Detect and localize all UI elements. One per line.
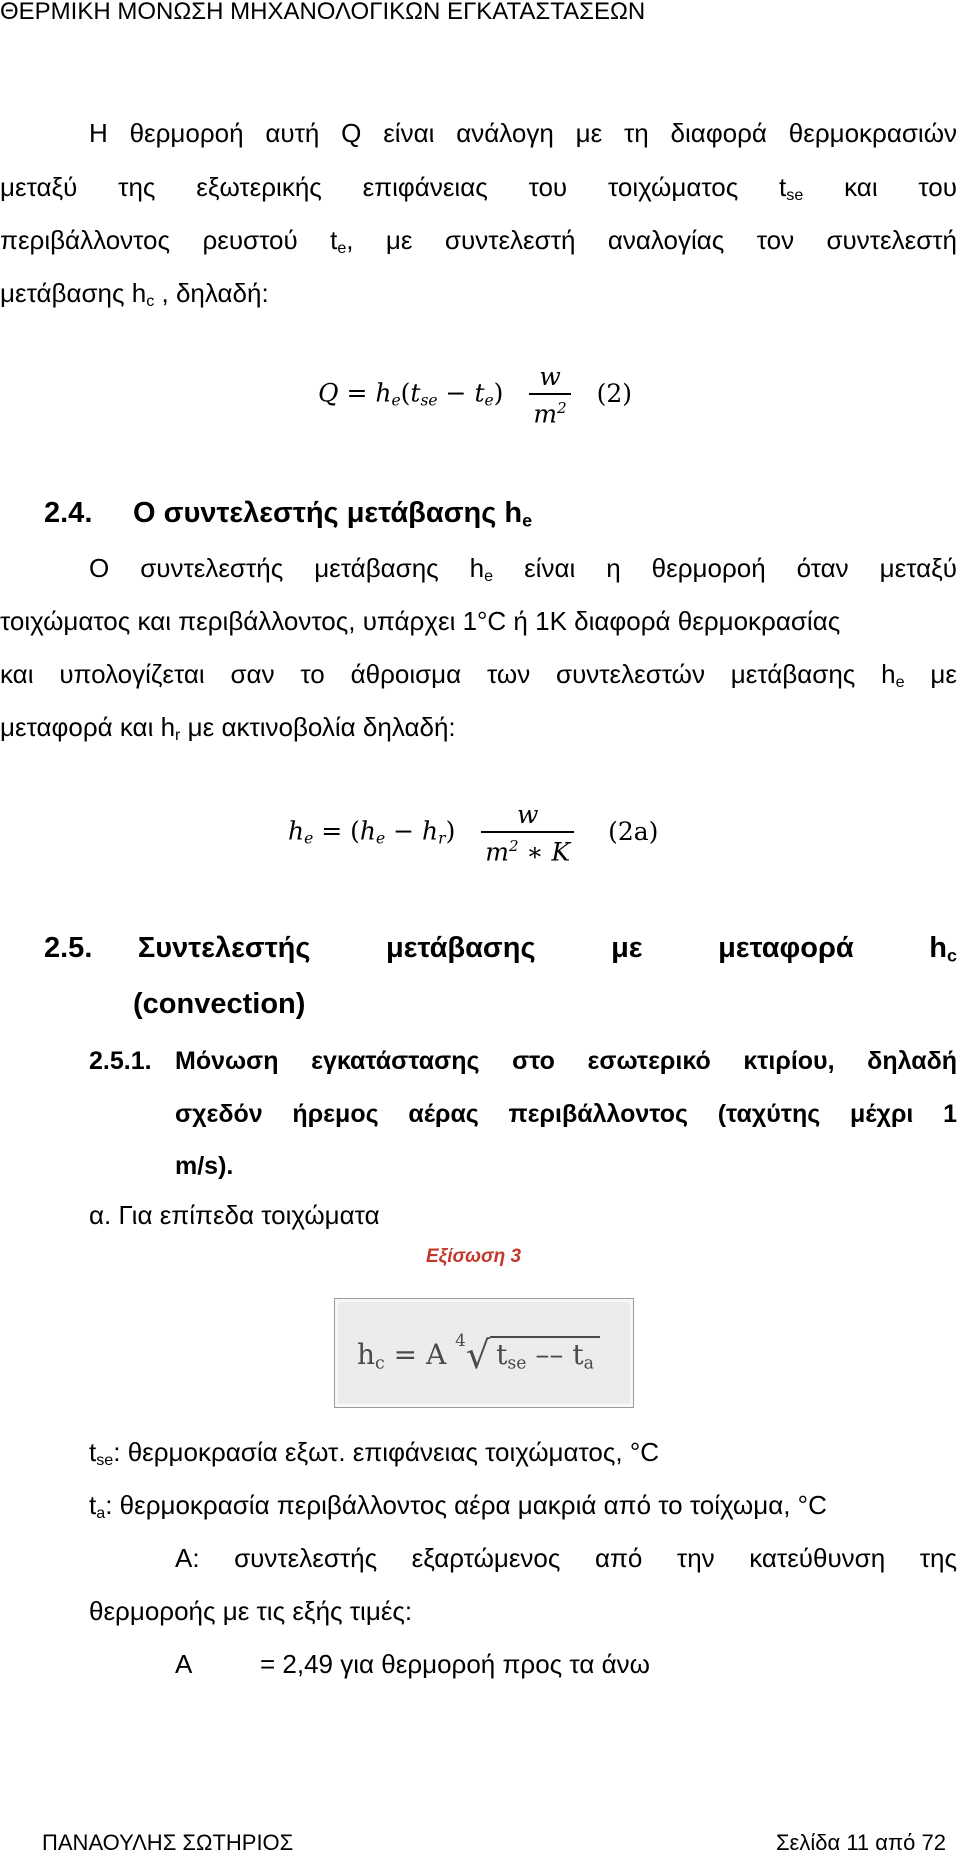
para1-line4 [0, 278, 269, 311]
running-header: ΘΕΡΜΙΚΗ ΜΟΝΩΣΗ ΜΗΧΑΝΟΛΟΓΙΚΩΝ ΕΓΚΑΤΑΣΤΑΣΕΩΝ [0, 0, 646, 25]
t-symbol: t [410, 378, 421, 408]
section-2-5-1-line1: Μόνωση εγκατάστασης στο εσωτερικό κτιρίου, δηλαδή [175, 1047, 957, 1075]
text: και υπολογίζεται σαν το άθροισμα των συντελεστών μετάβασης h [0, 659, 896, 689]
text: με [904, 659, 957, 689]
radical-sign: √ [465, 1333, 491, 1377]
section-2-4-number: 2.4. [44, 497, 93, 529]
footer-page-number: Σελίδα 11 από 72 [775, 1830, 946, 1855]
equation-number: (2) [596, 378, 633, 408]
h-symbol: h [375, 378, 392, 408]
def-ta: $t_a$: θερμοκρασία περιβάλλοντος αέρα μακριά από το τοίχωμα, °C [89, 1490, 827, 1523]
radicand: $t_{se} -- t_a$ [490, 1336, 600, 1371]
section-2-5-1-line3: m/s). [175, 1152, 234, 1180]
subscript: e [304, 829, 314, 848]
equation-number: (2a) [608, 816, 659, 846]
text: Ο συντελεστής μετάβασης h [133, 497, 523, 529]
def-tse: $t_{se}$: θερμοκρασία εξωτ. επιφάνειας τοιχώματος, °C [89, 1437, 660, 1470]
subscript: e [484, 391, 494, 410]
subscript: e [895, 673, 905, 692]
equation-2: $Q = h_e(t_{se} - t_e)$ $\frac{w}{m^2}$ (2) [318, 362, 633, 429]
h-symbol: h [422, 816, 439, 846]
unit-fraction [529, 362, 570, 428]
text: μεταξύ της εξωτερικής επιφάνειας του τοιχώματος t [0, 172, 787, 202]
q-symbol: Q [318, 378, 339, 408]
para1-line1: Η θερμοροή αυτή Q είναι ανάλογη με τη διαφορά θερμοκρασιών [89, 118, 957, 148]
def-a-value: = 2,49 για θερμοροή προς τα άνω [260, 1649, 650, 1679]
section-2-4-title [133, 497, 532, 531]
subscript: e [484, 567, 494, 586]
subscript: e [522, 510, 533, 531]
section-2-5-heading [44, 932, 957, 966]
subscript: se [420, 391, 438, 410]
section-2-5-number: 2.5. [44, 932, 93, 964]
section-2-5-1-line2: σχεδόν ήρεμος αέρας περιβάλλοντος (ταχύτης μέχρι 1 [175, 1100, 957, 1128]
para2-line1 [89, 553, 957, 586]
def-a-line2: θερμοροής με τις εξής τιμές: [89, 1596, 413, 1626]
t-symbol: t [474, 378, 485, 408]
text: και του [803, 172, 957, 202]
denominator: $m^2$ ∗ K [481, 831, 574, 866]
def-a-line1: Α: συντελεστής εξαρτώμενος από την κατεύθυνση της [175, 1543, 957, 1573]
subscript: c [146, 292, 155, 311]
subscript: r [175, 726, 181, 745]
text: Ο συντελεστής μετάβασης h [89, 553, 485, 583]
equation-2a: $h_e = (h_e - h_r)$ $\frac{w}{m^2 ∗ K}$ (2a) [288, 800, 659, 867]
text: μετάβασης h [0, 278, 147, 308]
text: είναι η θερμοροή όταν μεταξύ [493, 553, 957, 583]
subscript: r [438, 829, 446, 848]
para2-line4 [0, 712, 456, 745]
item-a: α. Για επίπεδα τοιχώματα [89, 1200, 380, 1230]
text: με ακτινοβολία δηλαδή: [180, 712, 456, 742]
denominator: $m^2$ [529, 393, 570, 428]
section-2-5-1-number: 2.5.1. [89, 1047, 152, 1075]
numerator: w [517, 800, 539, 829]
subscript: e [376, 829, 386, 848]
equation-caption: Εξίσωση 3 [426, 1246, 522, 1267]
word: μετάβασης [385, 932, 536, 964]
para1-line3 [0, 225, 957, 258]
equation-3-image [334, 1298, 634, 1408]
word: $h_c$ [929, 932, 957, 966]
text: , δηλαδή: [154, 278, 269, 308]
subscript: e [391, 391, 401, 410]
text: , με συντελεστή αναλογίας τον συντελεστή [346, 225, 957, 255]
word: με [611, 932, 643, 964]
text: περιβάλλοντος ρευστού t [0, 225, 338, 255]
numerator: w [539, 362, 561, 391]
subscript: e [337, 239, 347, 258]
para2-line3 [0, 659, 957, 692]
word: Συντελεστής [137, 932, 311, 964]
para1-line2 [0, 172, 957, 205]
footer-author: ΠΑΝΑΟΥΛΗΣ ΣΩΤΗΡΙΟΣ [42, 1830, 294, 1855]
word: μεταφορά [718, 932, 854, 964]
section-2-5-line2: (convection) [133, 988, 306, 1020]
h-symbol: h [359, 816, 377, 846]
equals: = [338, 378, 376, 408]
subscript: se [786, 186, 804, 205]
para2-line2: τοιχώματος και περιβάλλοντος, υπάρχει 1°C ή 1K διαφορά θερμοκρασίας [0, 606, 841, 636]
unit-fraction [481, 800, 574, 866]
equation-3-formula: $h_c = A$ $^4$√ $t_{se} -- t_a$ [357, 1329, 600, 1373]
h-symbol: h [288, 816, 305, 846]
root-index: 4 [455, 1329, 466, 1350]
def-a-symbol: A [175, 1649, 193, 1679]
text: μεταφορά και h [0, 712, 176, 742]
